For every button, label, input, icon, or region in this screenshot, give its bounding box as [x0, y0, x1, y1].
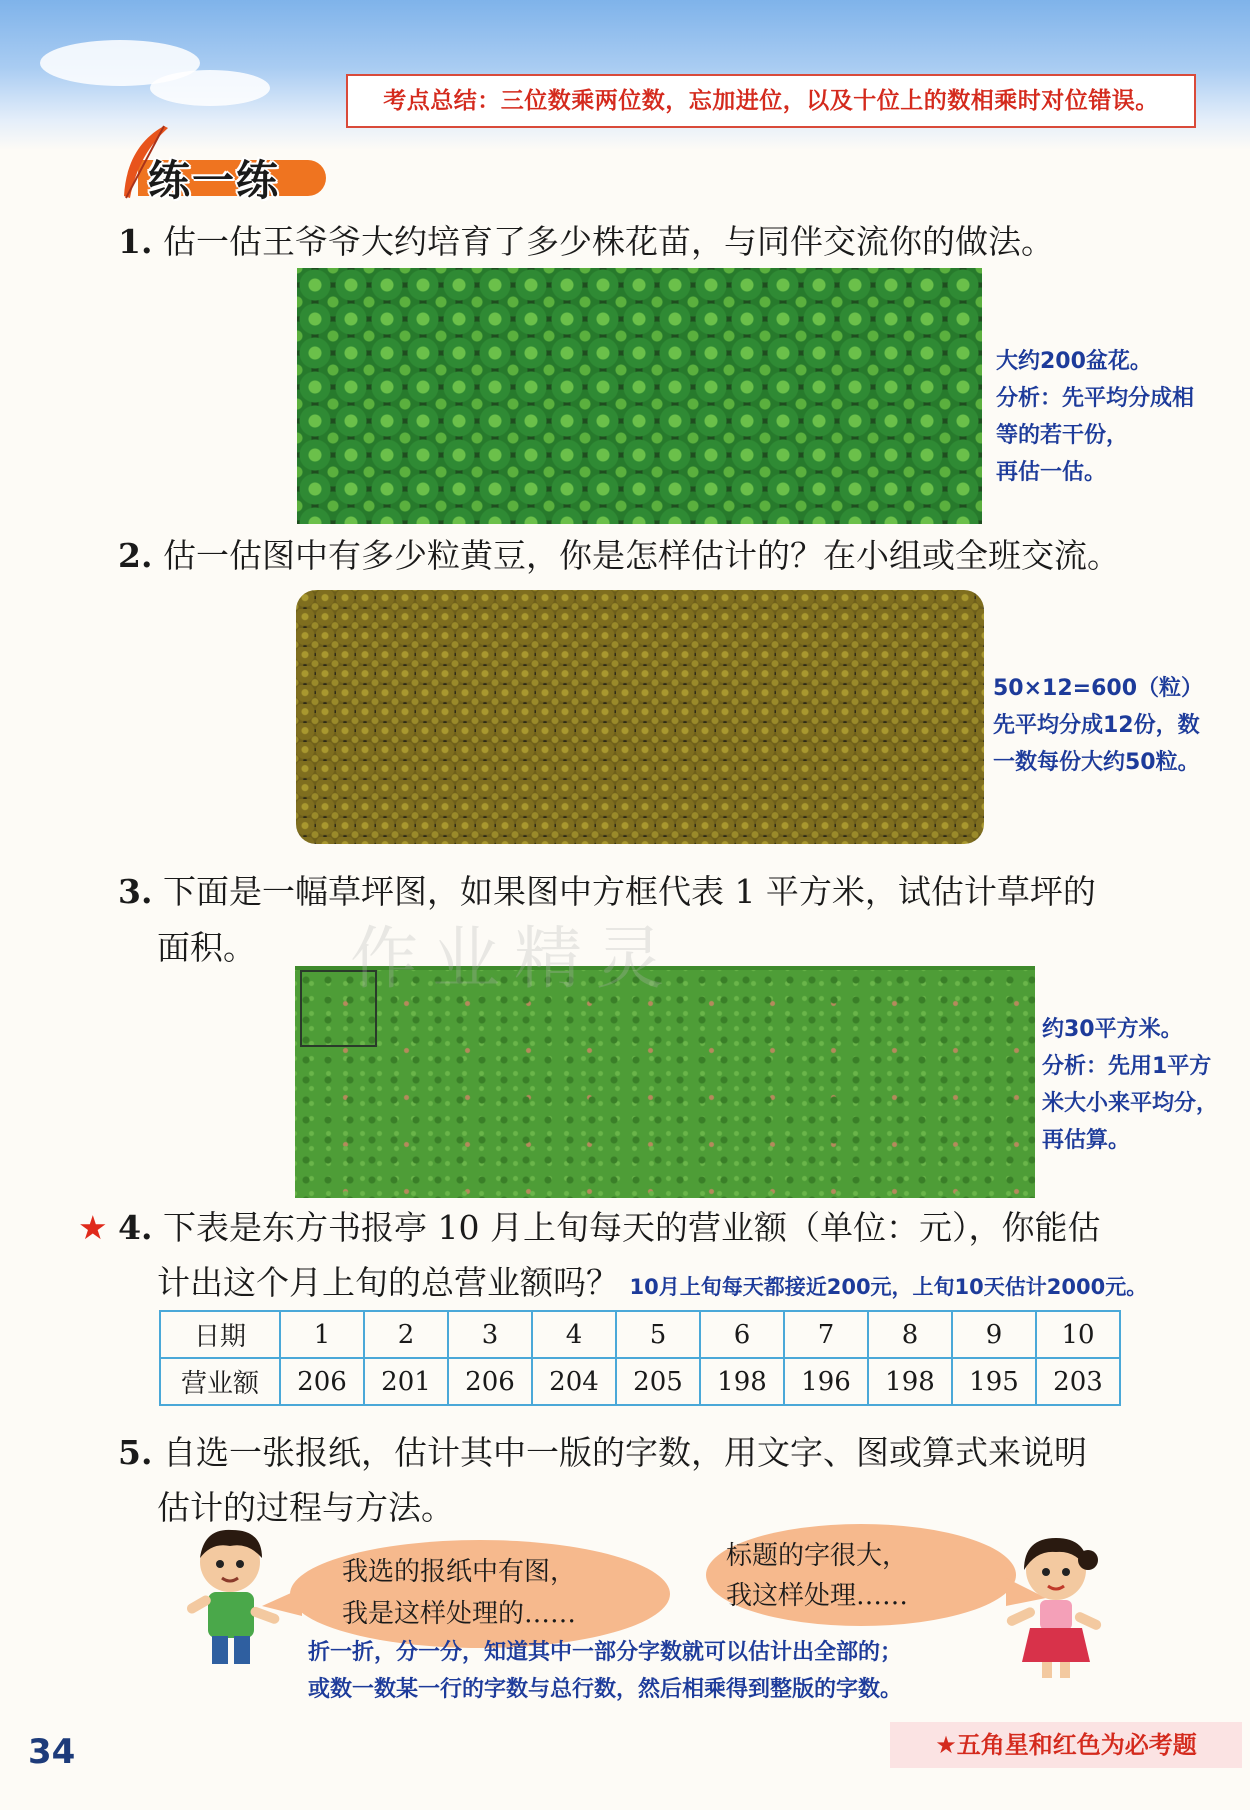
table-cell: 198 — [868, 1358, 952, 1405]
question-text: 面积。 — [157, 928, 256, 967]
answer-line: 再估一估。 — [996, 460, 1107, 485]
answer-5 — [308, 1634, 902, 1708]
soybeans-image — [296, 590, 984, 844]
bubble-text-line: 标题的字很大， — [726, 1541, 909, 1571]
speech-bubble-boy — [290, 1540, 670, 1648]
answer-line: 分析：先用1平方 — [1042, 1054, 1212, 1079]
footer-note: ★五角星和红色为必考题 — [890, 1722, 1242, 1768]
question-1 — [118, 214, 1054, 270]
table-cell: 195 — [952, 1358, 1036, 1405]
question-text: 估一估王爷爷大约培育了多少株花苗，与同伴交流你的做法。 — [162, 222, 1054, 261]
question-text: 自选一张报纸，估计其中一版的字数，用文字、图或算式来说明 — [162, 1433, 1087, 1472]
watermark: 作业精灵 — [350, 920, 679, 999]
required-star-icon: ★ — [78, 1208, 108, 1247]
sales-table — [159, 1310, 1121, 1406]
question-4 — [78, 1200, 1101, 1256]
question-4-continued — [157, 1255, 1147, 1311]
question-number: 3. — [118, 872, 153, 911]
bubble-text-line: 我选的报纸中有图， — [342, 1557, 577, 1587]
bubble-text-line: 我这样处理…… — [726, 1581, 909, 1611]
speech-bubble-tail — [262, 1588, 302, 1618]
question-5 — [118, 1425, 1087, 1481]
answer-line: 约30平方米。 — [1042, 1017, 1183, 1042]
table-cell: 10 — [1036, 1311, 1120, 1358]
table-cell: 6 — [700, 1311, 784, 1358]
bubble-text-line: 我是这样处理的…… — [342, 1599, 577, 1629]
question-number: 5. — [118, 1433, 153, 1472]
answer-3 — [1042, 1011, 1218, 1159]
question-text: 估计的过程与方法。 — [157, 1488, 454, 1527]
table-row — [160, 1358, 1120, 1405]
answer-line: 折一折，分一分，知道其中一部分字数就可以估计出全部的； — [308, 1640, 903, 1665]
table-cell: 198 — [700, 1358, 784, 1405]
question-3-continued — [157, 920, 256, 976]
question-text: 计出这个月上旬的总营业额吗？ — [157, 1263, 619, 1302]
table-cell: 1 — [280, 1311, 364, 1358]
girl-character-icon — [1000, 1530, 1110, 1680]
answer-line: 等的若干份， — [996, 423, 1129, 448]
table-cell: 3 — [448, 1311, 532, 1358]
cloud-decoration — [150, 70, 270, 106]
table-cell: 206 — [448, 1358, 532, 1405]
answer-line: 分析：先平均分成相 — [996, 386, 1195, 411]
table-cell: 203 — [1036, 1358, 1120, 1405]
question-text: 下面是一幅草坪图，如果图中方框代表 1 平方米，试估计草坪的 — [162, 872, 1096, 911]
flower-seedlings-image — [297, 268, 982, 524]
table-cell: 201 — [364, 1358, 448, 1405]
page-number: 34 — [28, 1732, 76, 1772]
section-header — [112, 118, 322, 208]
table-cell: 7 — [784, 1311, 868, 1358]
answer-line: 米大小来平均分， — [1042, 1091, 1219, 1116]
table-cell: 2 — [364, 1311, 448, 1358]
answer-line: 大约200盆花。 — [996, 349, 1152, 374]
question-number: 4. — [118, 1208, 153, 1247]
table-header-date: 日期 — [160, 1311, 280, 1358]
table-cell: 9 — [952, 1311, 1036, 1358]
table-cell: 4 — [532, 1311, 616, 1358]
table-cell: 5 — [616, 1311, 700, 1358]
table-cell: 206 — [280, 1358, 364, 1405]
question-text: 估一估图中有多少粒黄豆，你是怎样估计的？在小组或全班交流。 — [162, 536, 1120, 575]
answer-line: 或数一数某一行的字数与总行数，然后相乘得到整版的字数。 — [308, 1677, 903, 1702]
table-header-amount: 营业额 — [160, 1358, 280, 1405]
answer-line: 一数每份大约50粒。 — [993, 750, 1200, 775]
answer-line: 50×12=600（粒） — [993, 676, 1204, 701]
exam-summary-box: 考点总结：三位数乘两位数，忘加进位，以及十位上的数相乘时对位错误。 — [346, 74, 1196, 128]
table-cell: 196 — [784, 1358, 868, 1405]
answer-line: 先平均分成12份，数 — [993, 713, 1200, 738]
section-title: 练一练 — [148, 156, 281, 205]
table-row — [160, 1311, 1120, 1358]
question-number: 2. — [118, 536, 153, 575]
answer-1 — [996, 343, 1194, 491]
question-text: 下表是东方书报亭 10 月上旬每天的营业额（单位：元），你能估 — [163, 1208, 1101, 1247]
answer-4: 10月上旬每天都接近200元，上旬10天估计2000元。 — [629, 1275, 1148, 1299]
speech-bubble-girl — [706, 1524, 1016, 1626]
question-number: 1. — [118, 222, 153, 261]
table-cell: 204 — [532, 1358, 616, 1405]
answer-2 — [993, 670, 1203, 781]
question-2 — [118, 528, 1120, 584]
table-cell: 8 — [868, 1311, 952, 1358]
table-cell: 205 — [616, 1358, 700, 1405]
answer-line: 再估算。 — [1042, 1128, 1131, 1153]
